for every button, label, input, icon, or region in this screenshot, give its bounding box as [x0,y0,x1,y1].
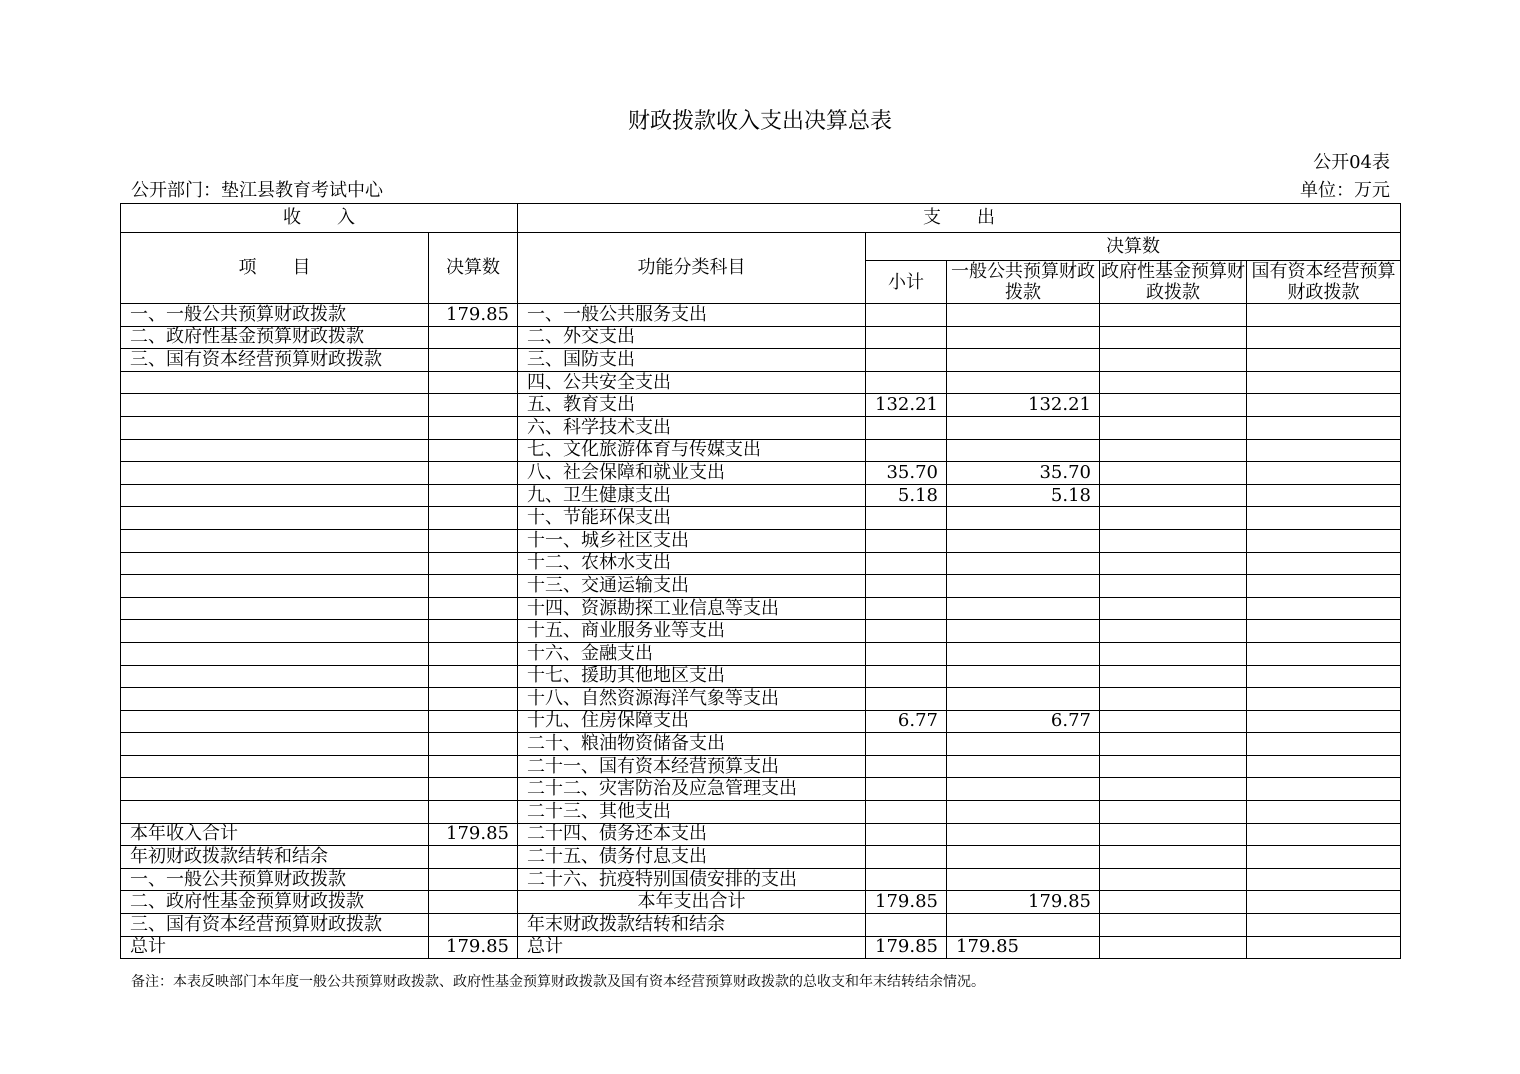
income-amount-cell [429,642,518,665]
income-item-cell: 二、政府性基金预算财政拨款 [121,891,429,914]
income-amount-cell [429,710,518,733]
table-row [121,484,1401,507]
subtotal-cell [866,801,947,824]
general-budget-cell [947,439,1100,462]
expense-item-cell: 十五、商业服务业等支出 [518,620,866,643]
income-item-cell [121,620,429,643]
general-budget-cell [947,733,1100,756]
income-item-cell [121,416,429,439]
table-row [121,371,1401,394]
expense-header: 支 出 [518,204,1401,233]
state-capital-cell [1247,778,1401,801]
general-budget-cell: 179.85 [947,891,1100,914]
table-row [121,755,1401,778]
unit-label: 单位：万元 [1300,180,1390,201]
income-amount-cell: 179.85 [429,823,518,846]
expense-item-cell: 三、国防支出 [518,349,866,372]
final-amount-header: 决算数 [866,233,1401,261]
income-amount-cell: 179.85 [429,936,518,959]
income-item-cell [121,529,429,552]
table-row [121,507,1401,530]
general-budget-cell [947,914,1100,937]
state-capital-cell [1247,801,1401,824]
income-amount-cell [429,484,518,507]
subtotal-cell [866,326,947,349]
state-capital-cell [1247,846,1401,869]
income-item-cell [121,642,429,665]
state-capital-cell [1247,304,1401,327]
income-amount-cell [429,552,518,575]
table-row [121,733,1401,756]
expense-item-cell: 十四、资源勘探工业信息等支出 [518,597,866,620]
table-row [121,710,1401,733]
gov-fund-cell [1100,665,1247,688]
income-item-cell [121,394,429,417]
table-row [121,846,1401,869]
expense-item-cell: 总计 [518,936,866,959]
income-amount-cell [429,891,518,914]
subtotal-cell [866,507,947,530]
expense-item-cell: 二十四、债务还本支出 [518,823,866,846]
table-row [121,891,1401,914]
income-item-cell [121,665,429,688]
state-capital-cell [1247,823,1401,846]
income-item-cell: 本年收入合计 [121,823,429,846]
state-capital-cell [1247,665,1401,688]
table-row [121,529,1401,552]
income-header: 收 入 [121,204,518,233]
gov-fund-cell [1100,620,1247,643]
general-budget-cell [947,755,1100,778]
income-item-cell [121,710,429,733]
state-capital-cell [1247,371,1401,394]
state-capital-cell [1247,891,1401,914]
general-budget-cell [947,846,1100,869]
expense-item-cell: 九、卫生健康支出 [518,484,866,507]
subtotal-cell [866,642,947,665]
gov-fund-cell [1100,371,1247,394]
general-budget-cell [947,868,1100,891]
gov-fund-cell [1100,597,1247,620]
table-row [121,665,1401,688]
expense-item-cell: 一、一般公共服务支出 [518,304,866,327]
table-row [121,416,1401,439]
general-budget-cell [947,416,1100,439]
subtotal-cell [866,552,947,575]
income-amount-cell [429,507,518,530]
state-capital-cell [1247,620,1401,643]
gov-fund-cell [1100,936,1247,959]
state-capital-cell [1247,575,1401,598]
income-amount-cell [429,733,518,756]
table-row [121,304,1401,327]
income-item-cell: 总计 [121,936,429,959]
general-budget-cell [947,326,1100,349]
income-item-cell [121,484,429,507]
general-budget-header: 一般公共预算财政拨款 [947,261,1100,304]
table-row [121,394,1401,417]
gov-fund-cell [1100,349,1247,372]
general-budget-cell [947,665,1100,688]
gov-fund-cell [1100,778,1247,801]
gov-fund-cell [1100,507,1247,530]
gov-fund-cell [1100,914,1247,937]
state-capital-cell [1247,755,1401,778]
expense-item-cell: 十二、农林水支出 [518,552,866,575]
gov-fund-cell [1100,575,1247,598]
table-row [121,552,1401,575]
gov-fund-cell [1100,394,1247,417]
state-capital-cell [1247,914,1401,937]
gov-fund-cell [1100,846,1247,869]
expense-item-cell: 八、社会保障和就业支出 [518,462,866,485]
gov-fund-cell [1100,462,1247,485]
income-amount-cell [429,439,518,462]
general-budget-cell [947,778,1100,801]
subtotal-cell: 35.70 [866,462,947,485]
state-capital-cell [1247,507,1401,530]
income-item-cell [121,778,429,801]
expense-item-cell: 二十二、灾害防治及应急管理支出 [518,778,866,801]
state-capital-cell [1247,462,1401,485]
expense-item-cell: 十六、金融支出 [518,642,866,665]
expense-item-cell: 十八、自然资源海洋气象等支出 [518,688,866,711]
income-item-cell [121,507,429,530]
expense-item-cell: 十七、援助其他地区支出 [518,665,866,688]
gov-fund-cell [1100,710,1247,733]
page-title: 财政拨款收入支出决算总表 [627,109,892,134]
expense-item-cell: 六、科学技术支出 [518,416,866,439]
general-budget-cell [947,507,1100,530]
gov-fund-cell [1100,823,1247,846]
general-budget-cell [947,823,1100,846]
general-budget-cell [947,371,1100,394]
general-budget-cell [947,801,1100,824]
subtotal-header: 小计 [866,261,947,304]
income-item-cell [121,552,429,575]
general-budget-cell [947,597,1100,620]
income-amount-cell [429,349,518,372]
general-budget-cell: 179.85 [947,936,1100,959]
table-row [121,326,1401,349]
income-item-cell: 三、国有资本经营预算财政拨款 [121,349,429,372]
general-budget-cell [947,620,1100,643]
subtotal-cell [866,846,947,869]
gov-fund-cell [1100,642,1247,665]
gov-fund-cell [1100,552,1247,575]
income-amount-cell [429,529,518,552]
general-budget-cell [947,575,1100,598]
income-amount-cell [429,688,518,711]
footnote: 备注：本表反映部门本年度一般公共预算财政拨款、政府性基金预算财政拨款及国有资本经营预算财政拨款的总收支和年末结转结余情况。 [131,974,985,990]
state-capital-cell [1247,439,1401,462]
department-label: 公开部门：垫江县教育考试中心 [131,180,383,201]
income-amount-cell [429,416,518,439]
gov-fund-cell [1100,891,1247,914]
income-item-cell [121,462,429,485]
expense-item-cell: 十、节能环保支出 [518,507,866,530]
state-capital-header: 国有资本经营预算财政拨款 [1247,261,1401,304]
subtotal-cell: 5.18 [866,484,947,507]
table-row [121,868,1401,891]
subtotal-cell [866,733,947,756]
table-row [121,823,1401,846]
income-amount-cell [429,778,518,801]
expense-item-cell: 二十五、债务付息支出 [518,846,866,869]
subtotal-cell [866,620,947,643]
subtotal-cell [866,823,947,846]
form-number: 公开04表 [1313,152,1390,173]
state-capital-cell [1247,529,1401,552]
table-row [121,914,1401,937]
income-item-cell [121,733,429,756]
subtotal-cell: 132.21 [866,394,947,417]
income-item-cell [121,439,429,462]
expense-item-cell: 五、教育支出 [518,394,866,417]
expense-item-cell: 年末财政拨款结转和结余 [518,914,866,937]
budget-table [120,203,1401,959]
expense-item-cell: 十九、住房保障支出 [518,710,866,733]
state-capital-cell [1247,936,1401,959]
expense-item-cell: 四、公共安全支出 [518,371,866,394]
income-item-cell [121,755,429,778]
state-capital-cell [1247,868,1401,891]
expense-item-cell: 十一、城乡社区支出 [518,529,866,552]
gov-fund-cell [1100,801,1247,824]
income-item-cell: 三、国有资本经营预算财政拨款 [121,914,429,937]
income-amount-cell [429,914,518,937]
subtotal-cell [866,665,947,688]
general-budget-cell: 6.77 [947,710,1100,733]
income-item-cell [121,597,429,620]
income-item-cell [121,371,429,394]
state-capital-cell [1247,326,1401,349]
subtotal-cell [866,755,947,778]
general-budget-cell [947,304,1100,327]
income-amount-cell [429,326,518,349]
income-amount-cell [429,462,518,485]
income-amount-cell [429,597,518,620]
subtotal-cell [866,304,947,327]
expense-item-cell: 七、文化旅游体育与传媒支出 [518,439,866,462]
gov-fund-cell [1100,326,1247,349]
subtotal-cell [866,688,947,711]
func-class-header: 功能分类科目 [518,233,866,304]
state-capital-cell [1247,484,1401,507]
expense-item-cell: 十三、交通运输支出 [518,575,866,598]
income-amount-cell [429,575,518,598]
income-amount-cell: 179.85 [429,304,518,327]
table-row [121,597,1401,620]
state-capital-cell [1247,688,1401,711]
table-row [121,462,1401,485]
income-item-cell [121,575,429,598]
table-row [121,642,1401,665]
subtotal-cell [866,439,947,462]
income-amount-cell [429,665,518,688]
general-budget-cell: 132.21 [947,394,1100,417]
table-row [121,801,1401,824]
expense-item-cell: 二十一、国有资本经营预算支出 [518,755,866,778]
state-capital-cell [1247,394,1401,417]
subtotal-cell: 179.85 [866,936,947,959]
gov-fund-cell [1100,868,1247,891]
state-capital-cell [1247,710,1401,733]
expense-item-cell: 二十三、其他支出 [518,801,866,824]
subtotal-cell [866,529,947,552]
income-amount-cell [429,801,518,824]
subtotal-cell [866,597,947,620]
subtotal-cell: 6.77 [866,710,947,733]
table-row [121,688,1401,711]
state-capital-cell [1247,552,1401,575]
table-row [121,620,1401,643]
subtotal-cell [866,575,947,598]
income-amount-cell [429,620,518,643]
income-item-cell [121,688,429,711]
expense-item-cell: 本年支出合计 [518,891,866,914]
state-capital-cell [1247,597,1401,620]
general-budget-cell [947,552,1100,575]
expense-item-cell: 二十、粮油物资储备支出 [518,733,866,756]
expense-item-cell: 二十六、抗疫特别国债安排的支出 [518,868,866,891]
income-item-cell: 一、一般公共预算财政拨款 [121,304,429,327]
subtotal-cell [866,349,947,372]
state-capital-cell [1247,642,1401,665]
subtotal-cell: 179.85 [866,891,947,914]
income-amount-cell [429,371,518,394]
general-budget-cell: 5.18 [947,484,1100,507]
general-budget-cell [947,688,1100,711]
income-item-cell: 一、一般公共预算财政拨款 [121,868,429,891]
general-budget-cell: 35.70 [947,462,1100,485]
income-amount-cell [429,755,518,778]
table-row [121,936,1401,959]
subtotal-cell [866,868,947,891]
gov-fund-cell [1100,439,1247,462]
subtotal-cell [866,914,947,937]
gov-fund-header: 政府性基金预算财政拨款 [1101,261,1245,303]
gov-fund-cell [1100,733,1247,756]
general-budget-cell [947,642,1100,665]
table-row [121,349,1401,372]
income-item-cell: 年初财政拨款结转和结余 [121,846,429,869]
subtotal-cell [866,778,947,801]
gov-fund-cell [1100,529,1247,552]
income-amount-cell [429,868,518,891]
table-row [121,439,1401,462]
gov-fund-cell [1100,304,1247,327]
gov-fund-cell [1100,688,1247,711]
gov-fund-cell [1100,416,1247,439]
subtotal-cell [866,416,947,439]
gov-fund-cell [1100,755,1247,778]
amount-header: 决算数 [429,233,518,304]
gov-fund-cell [1100,484,1247,507]
income-item-cell: 二、政府性基金预算财政拨款 [121,326,429,349]
subtotal-cell [866,371,947,394]
income-item-cell [121,801,429,824]
table-row [121,778,1401,801]
table-row [121,575,1401,598]
income-amount-cell [429,846,518,869]
state-capital-cell [1247,349,1401,372]
general-budget-cell [947,349,1100,372]
general-budget-cell [947,529,1100,552]
state-capital-cell [1247,416,1401,439]
state-capital-cell [1247,733,1401,756]
income-amount-cell [429,394,518,417]
item-header: 项 目 [121,233,429,304]
expense-item-cell: 二、外交支出 [518,326,866,349]
